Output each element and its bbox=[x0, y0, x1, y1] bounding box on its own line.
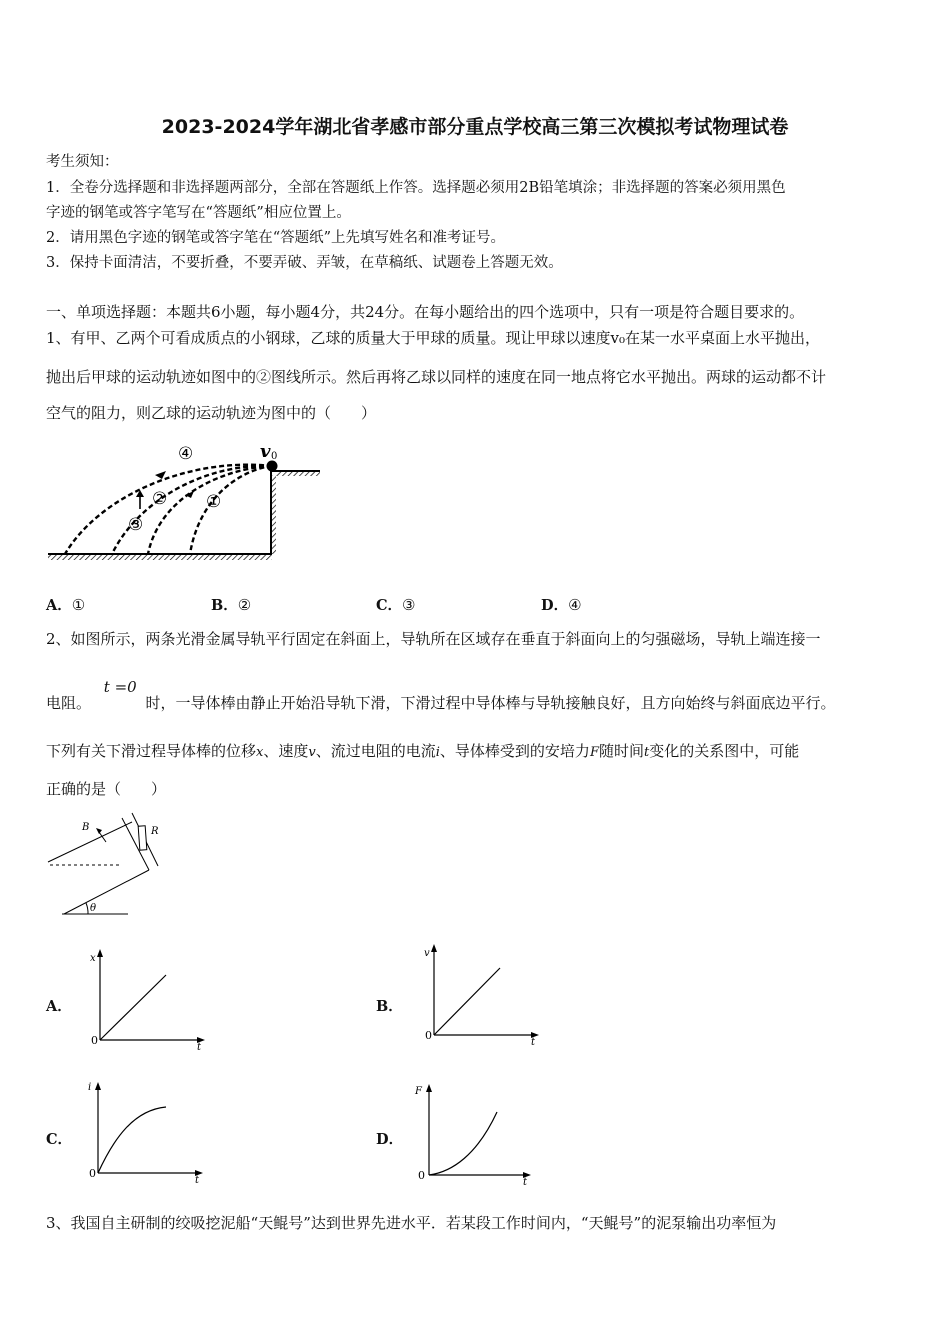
symbol-t: t bbox=[643, 745, 650, 760]
q1-option-d[interactable] bbox=[541, 594, 582, 615]
axis-label-x: t bbox=[197, 1042, 202, 1053]
q2-text: 、导体棒受到的安培力 bbox=[439, 742, 590, 760]
axis-label-x: t bbox=[523, 1177, 528, 1188]
v0-subscript: 0 bbox=[271, 451, 278, 462]
trajectory-label-2: ② bbox=[152, 489, 168, 509]
axis-label-x: t bbox=[195, 1175, 200, 1186]
notice-line: 1．全卷分选择题和非选择题两部分，全部在答题纸上作答。选择题必须用2B铅笔填涂；非选择题的答案必须用黑色 bbox=[46, 180, 786, 196]
t0-formula: t =0 bbox=[103, 678, 137, 696]
symbol-i: i bbox=[435, 745, 440, 760]
q2-option-a[interactable]: A． bbox=[46, 998, 72, 1015]
axis-label-x: t bbox=[531, 1037, 536, 1048]
option-letter: C． bbox=[376, 597, 403, 614]
option-text: ① bbox=[71, 596, 86, 614]
q2-option-d[interactable]: D． bbox=[376, 1131, 404, 1148]
origin-label: 0 bbox=[425, 1029, 432, 1042]
q1-text: 1、有甲、乙两个可看成质点的小钢球，乙球的质量大于甲球的质量。现让甲球以速度v₀在某一水平桌面上水平抛出， bbox=[46, 329, 821, 347]
notice-line: 2．请用黑色字迹的钢笔或答字笔在“答题纸”上先填写姓名和准考证号。 bbox=[46, 230, 506, 246]
origin-label: 0 bbox=[89, 1167, 96, 1180]
q1-option-b[interactable] bbox=[211, 594, 251, 615]
q2-text: 、速度 bbox=[263, 742, 309, 760]
axis-label-y: x bbox=[90, 953, 96, 964]
q2-text: 2、如图所示，两条光滑金属导轨平行固定在斜面上，导轨所在区域存在垂直于斜面向上的匀强磁场，导轨上端连接一 bbox=[46, 630, 821, 648]
q2-text: 正确的是（ ） bbox=[46, 780, 167, 798]
option-letter: A． bbox=[46, 597, 72, 614]
q1-option-a[interactable] bbox=[46, 594, 85, 615]
q2-text: 下列有关下滑过程导体棒的位移 bbox=[46, 742, 257, 760]
symbol-v: v bbox=[308, 745, 316, 760]
resistor bbox=[138, 826, 147, 850]
q2-text: 、流过电阻的电流 bbox=[315, 742, 436, 760]
option-text: ② bbox=[237, 596, 252, 614]
graph-x-t bbox=[86, 945, 216, 1055]
q2-option-c[interactable]: C． bbox=[46, 1131, 73, 1148]
q3-text: 3、我国自主研制的绞吸挖泥船“天鲲号”达到世界先进水平．若某段工作时间内，“天鲲号”的泥泵输出功率恒为 bbox=[46, 1214, 777, 1232]
notice-line: 字迹的钢笔或答字笔写在“答题纸”相应位置上。 bbox=[46, 205, 351, 221]
axis-label-y: i bbox=[88, 1082, 92, 1093]
symbol-F: F bbox=[589, 745, 599, 760]
q2-text: 电阻。 bbox=[46, 694, 92, 712]
notice-line: 3．保持卡面清洁，不要折叠，不要弄破、弄皱，在草稿纸、试题卷上答题无效。 bbox=[46, 255, 563, 271]
graph-F-t bbox=[412, 1080, 542, 1190]
graph-v-t bbox=[420, 940, 550, 1050]
label-R: R bbox=[151, 826, 159, 837]
trajectory-label-3: ③ bbox=[128, 515, 144, 535]
option-text: ④ bbox=[568, 596, 582, 614]
origin-label: 0 bbox=[91, 1034, 98, 1047]
page-title: 2023-2024学年湖北省孝感市部分重点学校高三第三次模拟考试物理试卷 bbox=[161, 116, 789, 138]
origin-label: 0 bbox=[418, 1169, 425, 1182]
label-theta: θ bbox=[90, 903, 97, 914]
q1-option-c[interactable] bbox=[376, 594, 416, 615]
q2-incline-figure bbox=[44, 812, 164, 920]
q1-trajectory-figure bbox=[40, 435, 330, 570]
graph-i-t bbox=[84, 1078, 214, 1188]
q2-text-line3 bbox=[46, 740, 799, 761]
q2-text-line2 bbox=[46, 678, 836, 713]
q2-option-b[interactable]: B． bbox=[376, 998, 403, 1015]
label-B: B bbox=[82, 822, 90, 833]
symbol-x: x bbox=[256, 745, 264, 760]
q1-text: 空气的阻力，则乙球的运动轨迹为图中的（ ） bbox=[46, 404, 377, 422]
axis-label-y: F bbox=[415, 1086, 422, 1097]
q1-text: 抛出后甲球的运动轨迹如图中的②图线所示。然后再将乙球以同样的速度在同一地点将它水平抛出。两球的运动都不计 bbox=[46, 368, 827, 386]
q2-text: 时，一导体棒由静止开始沿导轨下滑，下滑过程中导体棒与导轨接触良好，且方向始终与斜面底边平行。 bbox=[145, 694, 836, 712]
option-letter: B． bbox=[211, 597, 238, 614]
q2-text: 随时间 bbox=[598, 742, 644, 760]
trajectory-label-1: ① bbox=[206, 492, 222, 512]
notice-heading: 考生须知： bbox=[46, 154, 119, 170]
option-letter: D． bbox=[541, 597, 569, 614]
axis-label-y: v bbox=[424, 948, 430, 959]
q2-text: 变化的关系图中，可能 bbox=[649, 742, 800, 760]
trajectory-label-4: ④ bbox=[178, 444, 194, 464]
option-text: ③ bbox=[402, 596, 416, 614]
section-heading: 一、单项选择题：本题共6小题，每小题4分，共24分。在每小题给出的四个选项中，只有一项是符合题目要求的。 bbox=[46, 303, 805, 321]
v0-label: v bbox=[260, 441, 271, 462]
